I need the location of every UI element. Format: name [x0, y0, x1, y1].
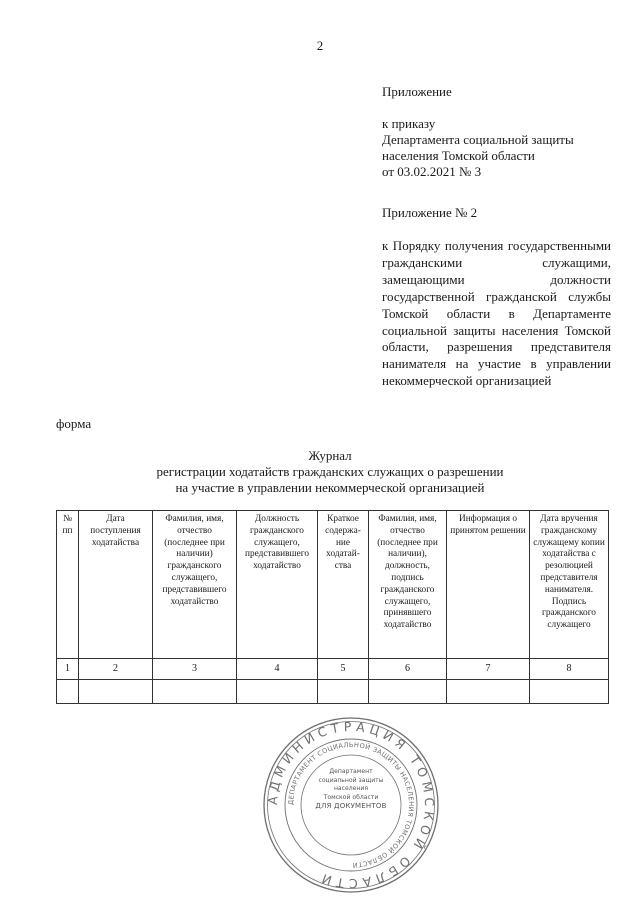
table-header-cell: Краткое содержа-ние ходатай-ства — [318, 511, 369, 659]
table-number-cell: 5 — [318, 659, 369, 680]
table-cell — [57, 680, 79, 704]
table-cell — [447, 680, 530, 704]
stamp-inner-text: ДЕПАРТАМЕНТ СОЦИАЛЬНОЙ ЗАЩИТЫ НАСЕЛЕНИЯ ТОМСКОЙ ОБЛАСТИ — [286, 740, 416, 870]
table-number-cell: 6 — [369, 659, 447, 680]
page-number: 2 — [316, 38, 324, 53]
table-number-cell: 8 — [530, 659, 609, 680]
appendix-line-department: Департамента социальной защиты — [382, 132, 574, 147]
journal-table — [56, 510, 609, 704]
table-cell — [153, 680, 237, 704]
journal-title: Журнал — [308, 448, 352, 463]
appendix-line-region: населения Томской области — [382, 148, 535, 163]
table-row — [57, 680, 609, 704]
table-header-cell: Дата поступления ходатайства — [79, 511, 153, 659]
table-header-cell: Фамилия, имя, отчество (последнее при наличии), должность, подпись гражданского служащего, принявшего ходатайство — [369, 511, 447, 659]
table-cell — [530, 680, 609, 704]
table-number-cell: 3 — [153, 659, 237, 680]
table-number-cell: 4 — [237, 659, 318, 680]
stamp-center-line: Томской области — [323, 793, 379, 801]
stamp-center — [292, 768, 410, 840]
table-number-cell: 7 — [447, 659, 530, 680]
table-number-cell: 1 — [57, 659, 79, 680]
stamp-outer-text: АДМИНИСТРАЦИЯ ТОМСКОЙ ОБЛАСТИ — [264, 718, 438, 892]
table-cell — [237, 680, 318, 704]
table-header-cell: Дата вручения гражданскому служащему копии ходатайства с резолюцией представителя нанимателя. Подпись гражданского служащего — [530, 511, 609, 659]
form-label: форма — [56, 416, 92, 431]
table-header-cell: Должность гражданского служащего, представившего ходатайство — [237, 511, 318, 659]
table-cell — [318, 680, 369, 704]
stamp-center-line: ДЛЯ ДОКУМЕНТОВ — [315, 802, 387, 810]
journal-subtitle-line2: на участие в управлении некоммерческой организацией — [175, 480, 485, 495]
stamp-center-line: населения — [333, 785, 369, 792]
journal-subtitle-line1: регистрации ходатайств гражданских служащих о разрешении — [156, 464, 504, 479]
appendix-line-date: от 03.02.2021 № 3 — [382, 164, 482, 179]
table-number-cell: 2 — [79, 659, 153, 680]
table-header-cell: № пп — [57, 511, 79, 659]
appendix2-text: к Порядку получения государственными гражданскими служащими, замещающими должности государственной гражданской службы Томской области в Департаменте социальной защиты населения Томской области, разрешения представителя нанимателя на участие в управлении некоммерческой организацией — [382, 238, 611, 389]
table-header-cell: Информация о принятом решении — [447, 511, 530, 659]
table-cell — [369, 680, 447, 704]
appendix-heading: Приложение — [382, 84, 452, 99]
table-header-row — [57, 511, 609, 659]
official-stamp — [262, 716, 440, 894]
stamp-center-line: Департамент — [329, 768, 373, 775]
appendix-line-order: к приказу — [382, 116, 436, 131]
table-cell — [79, 680, 153, 704]
table-header-cell: Фамилия, имя, отчество (последнее при наличии) гражданского служащего, представившего ходатайство — [153, 511, 237, 659]
appendix2-heading: Приложение № 2 — [382, 205, 478, 220]
stamp-center-line: социальной защиты — [318, 776, 384, 784]
table-number-row — [57, 659, 609, 680]
